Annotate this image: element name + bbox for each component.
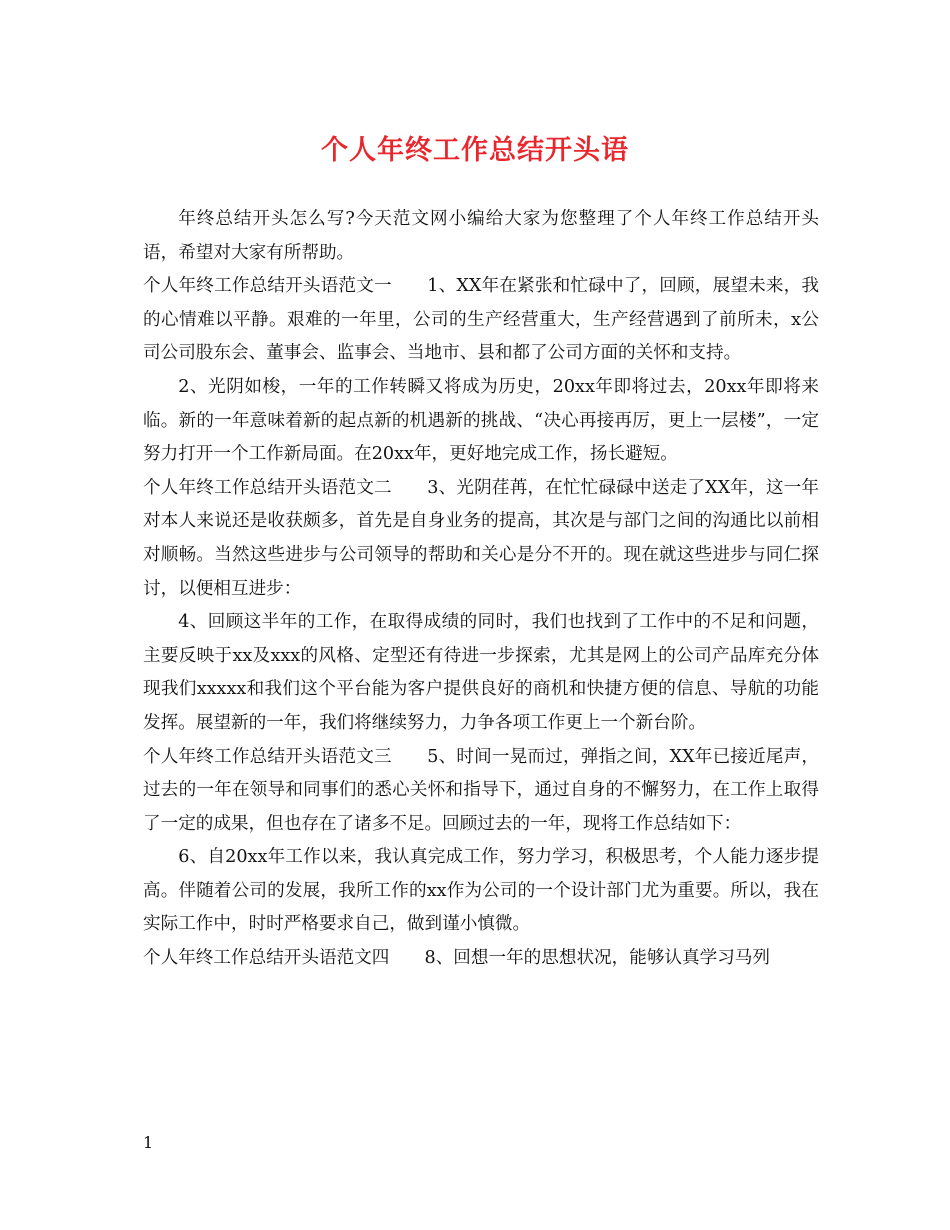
paragraph-sample-two: 个人年终工作总结开头语范文二 3、光阴荏苒，在忙忙碌碌中送走了XX年，这一年对本人来说还是收获颇多，首先是自身业务的提高，其次是与部门之间的沟通比以前相对顺畅。当然这些进步与公司领导的帮助和关心是分不开的。现在就这些进步与同仁探讨，以便相互进步： bbox=[143, 477, 819, 599]
paragraph-intro: 年终总结开头怎么写?今天范文网小编给大家为您整理了个人年终工作总结开头语，希望对大家有所帮助。 bbox=[143, 209, 819, 263]
document-title: 个人年终工作总结开头语 bbox=[321, 135, 629, 166]
paragraph-item-four: 4、回顾这半年的工作，在取得成绩的同时，我们也找到了工作中的不足和问题，主要反映于xx及xxx的风格、定型还有待进一步探索，尤其是网上的公司产品库充分体现我们xxxxx和我们这个平台能为客户提供良好的商机和快捷方便的信息、导航的功能发挥。展望新的一年，我们将继续努力，力争各项工作更上一个新台阶。 bbox=[143, 612, 819, 733]
page-number: 1 bbox=[143, 1133, 154, 1152]
paragraph-sample-four: 个人年终工作总结开头语范文四 8、回想一年的思想状况，能够认真学习马列 bbox=[143, 948, 770, 969]
paragraph-sample-one: 个人年终工作总结开头语范文一 1、XX年在紧张和忙碌中了，回顾，展望未来，我的心情难以平静。艰难的一年里，公司的生产经营重大，生产经营遇到了前所未，x公司公司股东会、董事会、监事会、当地市、县和都了公司方面的关怀和支持。 bbox=[143, 276, 819, 364]
document-body bbox=[143, 203, 819, 976]
paragraph-item-six: 6、自20xx年工作以来，我认真完成工作，努力学习，积极思考，个人能力逐步提高。伴随着公司的发展，我所工作的xx作为公司的一个设计部门尤为重要。所以，我在实际工作中，时时严格要求自己，做到谨小慎微。 bbox=[143, 847, 819, 935]
paragraph-item-two: 2、光阴如梭，一年的工作转瞬又将成为历史，20xx年即将过去，20xx年即将来临。新的一年意味着新的起点新的机遇新的挑战、“决心再接再厉，更上一层楼”，一定努力打开一个工作新局面。在20xx年，更好地完成工作，扬长避短。 bbox=[143, 376, 819, 465]
paragraph-sample-three: 个人年终工作总结开头语范文三 5、时间一晃而过，弹指之间，XX年已接近尾声，过去的一年在领导和同事们的悉心关怀和指导下，通过自身的不懈努力，在工作上取得了一定的成果，但也存在了诸多不足。回顾过去的一年，现将工作总结如下： bbox=[143, 746, 819, 834]
